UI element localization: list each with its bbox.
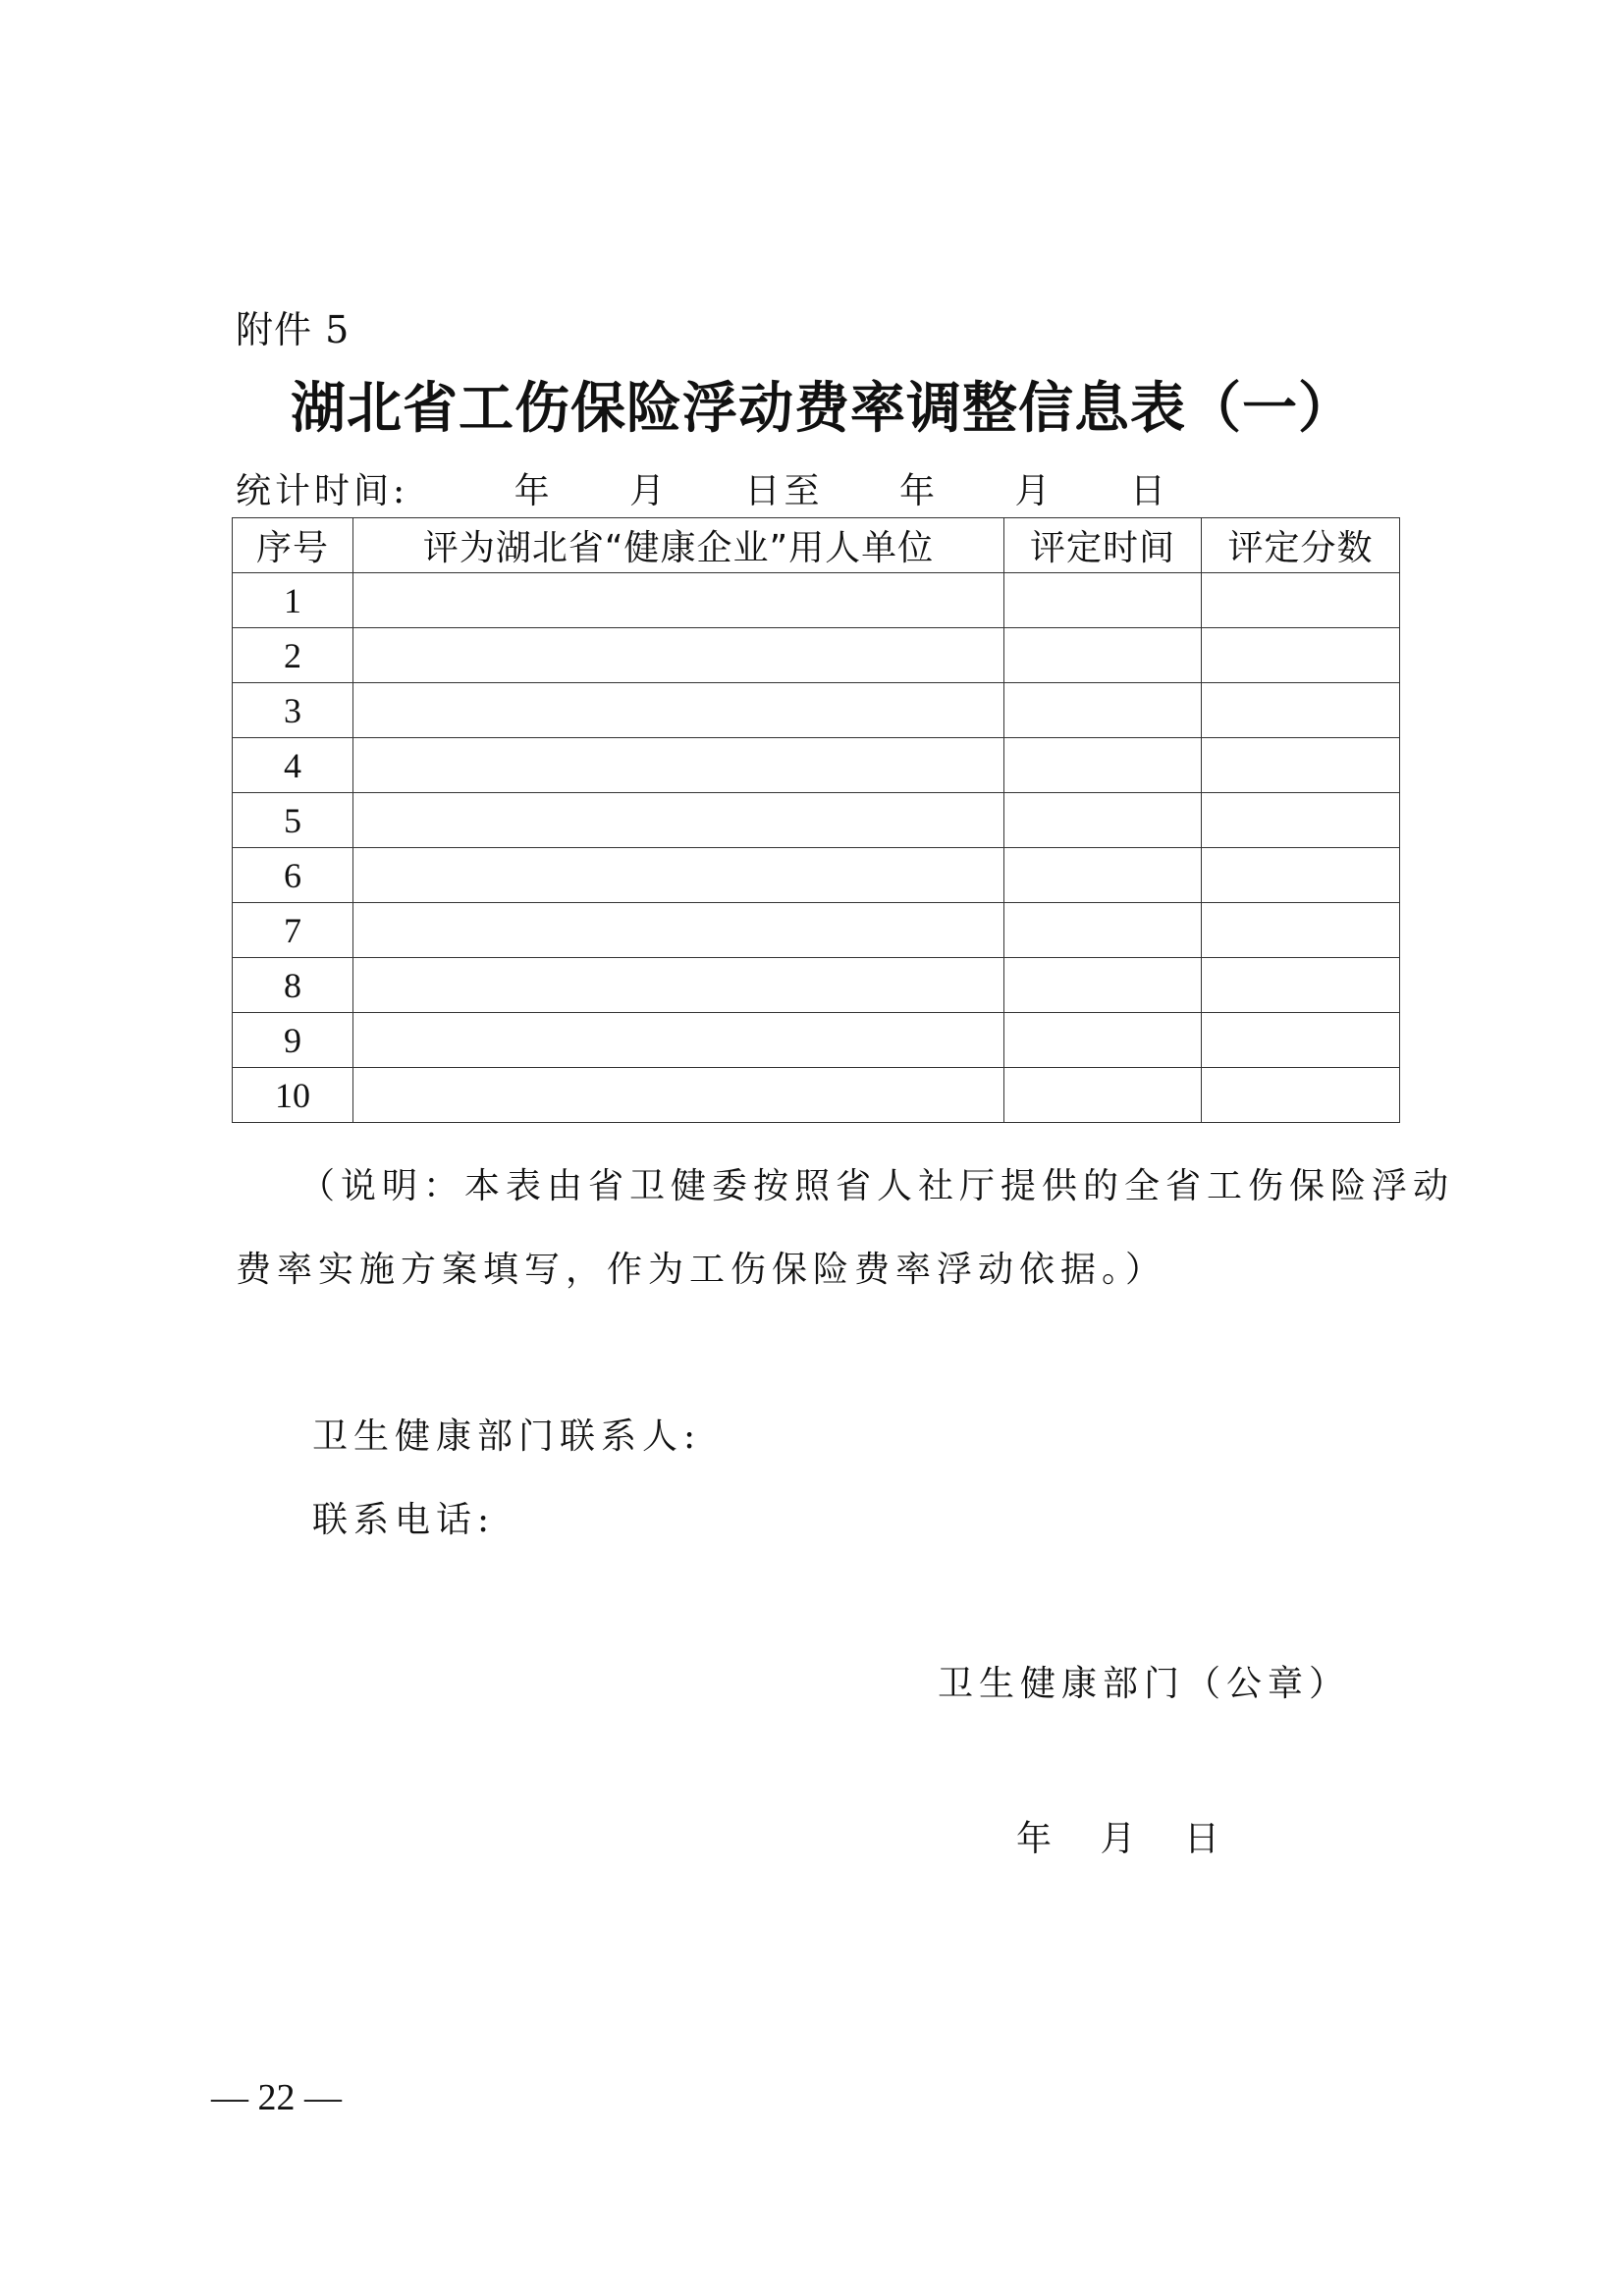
row-date-cell xyxy=(1004,573,1202,628)
info-table xyxy=(232,517,1400,1123)
row-unit-cell xyxy=(353,1068,1004,1123)
contact-person-label: 卫生健康部门联系人: xyxy=(312,1416,702,1457)
row-unit-cell xyxy=(353,628,1004,683)
row-number-cell: 6 xyxy=(233,848,353,903)
stat-day-2: 日 xyxy=(1129,471,1169,511)
row-unit-cell xyxy=(353,848,1004,903)
row-score-cell xyxy=(1202,903,1400,958)
row-date-cell xyxy=(1004,683,1202,738)
table-header-row xyxy=(233,518,1400,573)
column-header-unit: 评为湖北省“健康企业”用人单位 xyxy=(353,518,1004,573)
column-header-score: 评定分数 xyxy=(1202,518,1400,573)
row-number-cell: 10 xyxy=(233,1068,353,1123)
table-row xyxy=(233,848,1400,903)
note-line-2: 费率实施方案填写，作为工伤保险费率浮动依据。） xyxy=(236,1250,1167,1290)
row-number-cell: 5 xyxy=(233,793,353,848)
row-date-cell xyxy=(1004,793,1202,848)
row-score-cell xyxy=(1202,738,1400,793)
signature-year: 年 xyxy=(1016,1819,1053,1859)
row-number-cell: 3 xyxy=(233,683,353,738)
table-row xyxy=(233,1013,1400,1068)
row-date-cell xyxy=(1004,903,1202,958)
table-row xyxy=(233,683,1400,738)
attachment-label: 附件 5 xyxy=(236,308,351,351)
table-row xyxy=(233,793,1400,848)
row-date-cell xyxy=(1004,848,1202,903)
page-number: — 22 — xyxy=(211,2077,342,2118)
row-date-cell xyxy=(1004,1013,1202,1068)
stat-year-2: 年 xyxy=(899,471,940,511)
table-row xyxy=(233,1068,1400,1123)
row-score-cell xyxy=(1202,958,1400,1013)
row-unit-cell xyxy=(353,573,1004,628)
contact-phone-label: 联系电话: xyxy=(312,1500,496,1540)
row-unit-cell xyxy=(353,903,1004,958)
signature-month: 月 xyxy=(1100,1819,1136,1859)
stat-year-1: 年 xyxy=(514,471,554,511)
row-number-cell: 9 xyxy=(233,1013,353,1068)
row-date-cell xyxy=(1004,628,1202,683)
row-number-cell: 7 xyxy=(233,903,353,958)
row-date-cell xyxy=(1004,738,1202,793)
stat-period-label: 统计时间: xyxy=(236,471,409,511)
table-row xyxy=(233,958,1400,1013)
column-header-date: 评定时间 xyxy=(1004,518,1202,573)
row-score-cell xyxy=(1202,683,1400,738)
table-row xyxy=(233,738,1400,793)
row-unit-cell xyxy=(353,683,1004,738)
stat-day-to: 日至 xyxy=(744,471,824,511)
row-number-cell: 4 xyxy=(233,738,353,793)
note-line-1: （说明：本表由省卫健委按照省人社厅提供的全省工伤保险浮动 xyxy=(299,1166,1455,1206)
column-header-no: 序号 xyxy=(233,518,353,573)
stat-period-line xyxy=(236,463,1169,513)
signature-day: 日 xyxy=(1183,1819,1219,1859)
row-score-cell xyxy=(1202,573,1400,628)
row-unit-cell xyxy=(353,793,1004,848)
row-unit-cell xyxy=(353,958,1004,1013)
row-date-cell xyxy=(1004,1068,1202,1123)
stat-month-2: 月 xyxy=(1014,471,1055,511)
row-score-cell xyxy=(1202,793,1400,848)
row-unit-cell xyxy=(353,1013,1004,1068)
row-score-cell xyxy=(1202,848,1400,903)
stat-month-1: 月 xyxy=(629,471,670,511)
row-date-cell xyxy=(1004,958,1202,1013)
row-number-cell: 8 xyxy=(233,958,353,1013)
row-unit-cell xyxy=(353,738,1004,793)
table-body xyxy=(233,573,1400,1123)
signature-date xyxy=(1016,1811,1219,1861)
table-row xyxy=(233,903,1400,958)
table-row xyxy=(233,573,1400,628)
row-number-cell: 1 xyxy=(233,573,353,628)
page-title: 湖北省工伤保险浮动费率调整信息表（一） xyxy=(291,376,1354,441)
row-score-cell xyxy=(1202,1013,1400,1068)
row-score-cell xyxy=(1202,628,1400,683)
seal-label: 卫生健康部门（公章） xyxy=(938,1664,1351,1704)
row-score-cell xyxy=(1202,1068,1400,1123)
table-row xyxy=(233,628,1400,683)
row-number-cell: 2 xyxy=(233,628,353,683)
